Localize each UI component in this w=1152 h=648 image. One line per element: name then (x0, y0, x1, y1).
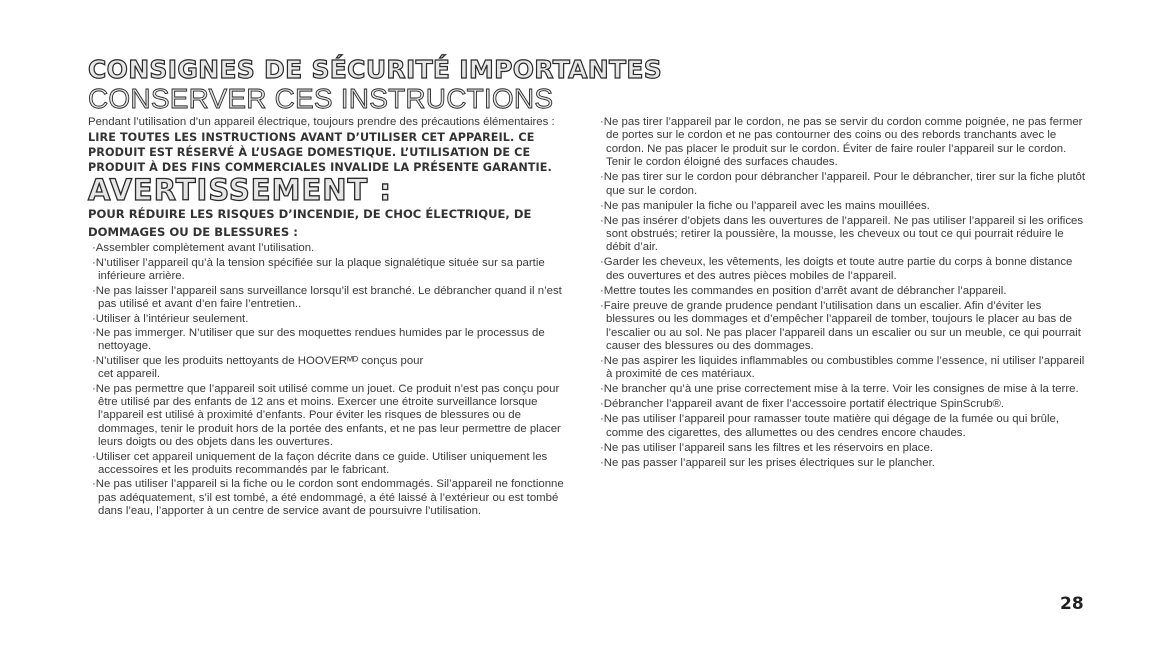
list-item: ·Ne pas insérer d’objets dans les ouvertures de l’appareil. Ne pas utiliser l’appareil si les orifices sont obstrués; retirer la poussière, la mousse, les cheveux ou tout ce qui pourrait réduire le débit d’air. (600, 214, 1084, 254)
list-item: ·Faire preuve de grande prudence pendant l’utilisation dans un escalier. Afin d’éviter les blessures ou les dommages et d’empêcher l’appareil de tomber, toujours le placer au bas de l’escalier ou au sol. Ne pas placer l’appareil dans un escalier ou sur un meuble, ce qui pourrait causer des blessures ou des dommages. (600, 299, 1081, 353)
list-item: ·Ne pas utiliser l’appareil si la fiche ou le cordon sont endommagés. Sil’appareil ne fonctionne pas adéquatement, s’il est tombé, a été endommagé, a été laissé à l’extérieur ou est tombé dans l’eau, l’apporter à un centre de service avant de poursuivre l’utilisation. (92, 478, 564, 517)
warning-heading: AVERTISSEMENT : (88, 173, 393, 207)
list-item: ·Garder les cheveux, les vêtements, les doigts et toute autre partie du corps à bonne distance des ouvertures et des autres pièces mobiles de l’appareil. (600, 256, 1073, 282)
list-item: ·Assembler complètement avant l’utilisation. (92, 242, 315, 254)
right-column (596, 116, 1091, 472)
list-item: ·Ne pas tirer l’appareil par le cordon, ne pas se servir du cordon comme poignée, ne pas fermer de portes sur le cordon et ne pas contourner des coins ou des rebords tranchants avec le cordon. Ne pas placer le produit sur le cordon. Éviter de faire rouler l’appareil sur le cordon. Tenir le cordon éloigné des surfaces chaudes. (600, 116, 1083, 169)
list-item: ·Ne pas utiliser l’appareil sans les filtres et les réservoirs en place. (600, 441, 933, 454)
right-safety-list (596, 116, 1091, 470)
list-item: ·Utiliser cet appareil uniquement de la façon décrite dans ce guide. Utiliser uniquement les accessoires et les produits recommandés par le fabricant. (92, 450, 548, 476)
list-item: ·Ne pas permettre que l’appareil soit utilisé comme un jouet. Ce produit n’est pas conçu pour être utilisé par des enfants de 12 ans et moins. Exercer une étroite surveillance lorsque l’appareil est utilisé à proximité d’enfants. Pour éviter les risques de blessures ou de dommages, tenir le produit hors de la portée des enfants, et ne pas leur permettre de placer leurs doigts ou des objets dans les ouvertures. (92, 383, 561, 448)
list-item: ·Mettre toutes les commandes en position d’arrêt avant de débrancher l’appareil. (600, 284, 1007, 297)
list-item: ·N’utiliser l’appareil qu’à la tension spécifiée sur la plaque signalétique située sur sa partie inférieure arrière. (92, 256, 545, 282)
list-item: ·Ne pas aspirer les liquides inflammables ou combustibles comme l’essence, ni utiliser l’appareil à proximité de ces matériaux. (600, 355, 1085, 381)
left-safety-list (88, 242, 578, 518)
intro-text: Pendant l’utilisation d’un appareil électrique, toujours prendre des précautions élémentaires : (88, 116, 555, 128)
list-item: ·Débrancher l’appareil avant de fixer l’accessoire portatif électrique SpinScrub®. (600, 398, 1005, 411)
read-instructions-notice: LIRE TOUTES LES INSTRUCTIONS AVANT D’UTILISER CET APPAREIL. CE PRODUIT EST RÉSERVÉ À L’USAGE DOMESTIQUE. L’UTILISATION DE CE PRODUIT À DES FINS COMMERCIALES INVALIDE LA PRÉSENTE GARANTIE. (88, 131, 552, 174)
page-number: 28 (1060, 594, 1084, 614)
list-item: ·Ne pas laisser l’appareil sans surveillance lorsqu’il est branché. Le débrancher quand il n’est pas utilisé et avant d’en faire l’entretien.. (92, 284, 562, 310)
list-item: ·Ne pas utiliser l’appareil pour ramasser toute matière qui dégage de la fumée ou qui brûle, comme des cigarettes, des allumettes ou des cendres encore chaudes. (600, 413, 1060, 439)
list-item: ·Ne brancher qu’à une prise correctement mise à la terre. Voir les consignes de mise à la terre. (600, 383, 1079, 396)
list-item: ·Ne pas passer l’appareil sur les prises électriques sur le plancher. (600, 456, 935, 469)
list-item: ·Utiliser à l’intérieur seulement. (92, 312, 249, 325)
page-title: CONSIGNES DE SÉCURITÉ IMPORTANTES (88, 55, 663, 84)
list-item: ·Ne pas tirer sur le cordon pour débrancher l’appareil. Pour le débrancher, tirer sur la fiche plutôt que sur le cordon. (600, 171, 1085, 197)
left-column (88, 116, 578, 520)
warning-subheading: POUR RÉDUIRE LES RISQUES D’INCENDIE, DE CHOC ÉLECTRIQUE, DE DOMMAGES OU DE BLESSURES : (88, 207, 532, 239)
list-item: ·Ne pas manipuler la fiche ou l’appareil avec les mains mouillées. (600, 199, 930, 212)
list-item: ·Ne pas immerger. N’utiliser que sur des moquettes rendues humides par le processus de nettoyage. (92, 327, 545, 353)
list-item: ·N’utiliser que les produits nettoyants de HOOVERᴹᴰ conçus pour cet appareil. (92, 355, 424, 381)
page-subtitle: CONSERVER CES INSTRUCTIONS (88, 83, 554, 114)
